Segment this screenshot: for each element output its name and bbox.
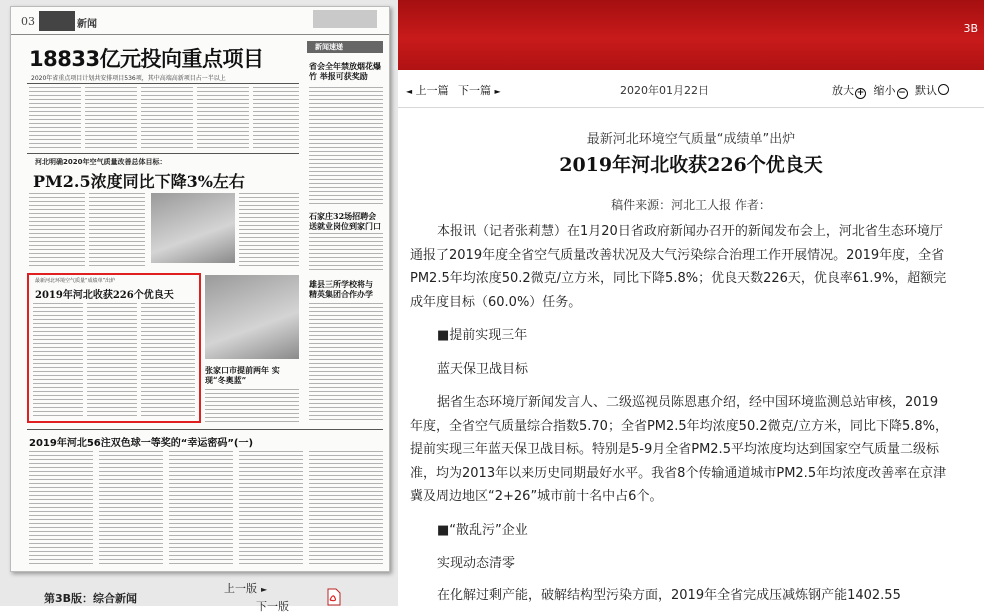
lead-headline[interactable]: 18833亿元投向重点项目 — [29, 47, 264, 71]
zoom-default-label[interactable]: 默认 — [915, 84, 937, 97]
arrow-left-icon: ◄ — [406, 87, 413, 96]
article-paragraph: 在化解过剩产能，破解结构型污染方面，2019年全省完成压减炼钢产能1402.55 — [437, 587, 901, 603]
text-column — [309, 233, 383, 273]
minus-icon[interactable]: − — [898, 88, 906, 98]
article-title: 2019年河北收获226个优良天 — [559, 154, 823, 176]
pdf-icon[interactable] — [326, 588, 342, 606]
mid-kicker: 河北明确2020年空气质量改善总体目标： — [35, 158, 167, 166]
prev-article-label[interactable]: 上一篇 — [415, 84, 449, 97]
text-column — [309, 87, 383, 205]
lead-subhead: 2020年省重点项目计划共安排项目536项，其中高端高新项目占一半以上 — [31, 75, 226, 82]
text-column — [85, 87, 137, 151]
zoom-in-label[interactable]: 放大 — [832, 84, 854, 97]
next-article-label[interactable]: 下一篇 — [458, 84, 491, 97]
text-column — [239, 193, 299, 269]
zoom-out-button[interactable] — [874, 84, 912, 97]
article-subheading: ■提前实现三年 — [437, 328, 528, 343]
prev-page-label[interactable]: 上一版 — [224, 582, 257, 595]
side-headline[interactable]: 雄县三所学校将与 精英集团合作办学 — [309, 279, 373, 299]
text-column — [141, 87, 193, 151]
newspaper-logo — [313, 10, 377, 28]
side-headline[interactable]: 张家口市提前两年 实现“冬奥蓝” — [205, 365, 280, 385]
mid-headline[interactable]: PM2.5浓度同比下降3%左右 — [33, 172, 245, 191]
issue-date: 2020年01月22日 — [620, 84, 709, 97]
text-column — [29, 451, 93, 567]
article-subheading: ■“散乱污”企业 — [437, 522, 528, 538]
plus-icon[interactable]: + — [856, 88, 865, 98]
text-column — [87, 303, 137, 417]
highlight-title[interactable]: 2019年河北收获226个优良天 — [35, 290, 174, 301]
text-column — [33, 303, 83, 417]
page-label: 第3B版：综合新闻 — [44, 592, 138, 605]
prev-article-link[interactable] — [406, 82, 449, 98]
section-name: 新闻 — [77, 19, 97, 30]
text-column — [29, 87, 81, 151]
text-column — [309, 451, 383, 567]
side-headline[interactable]: 石家庄32场招聘会 送就业岗位到家门口 — [309, 211, 381, 231]
next-page-link[interactable]: 下一版 — [256, 600, 289, 613]
news-photo — [151, 193, 235, 263]
article-source: 稿件来源：河北工人报 作者： — [611, 198, 771, 212]
next-article-link[interactable] — [458, 82, 501, 98]
text-column — [239, 451, 303, 567]
divider — [27, 83, 299, 84]
page-number: 03 — [21, 15, 35, 28]
text-column — [89, 193, 145, 269]
bottom-headline[interactable]: 2019年河北56注双色球一等奖的“幸运密码”(一) — [29, 438, 254, 449]
text-column — [169, 451, 233, 567]
article-kicker: 最新河北环境空气质量“成绩单”出炉 — [586, 132, 796, 147]
text-column — [253, 87, 299, 151]
prev-page-link[interactable] — [224, 580, 267, 596]
text-column — [205, 389, 299, 423]
arrow-right-icon: ► — [261, 585, 268, 594]
arrow-right-icon: ► — [494, 87, 501, 96]
article-toolbar — [398, 70, 984, 108]
circle-icon[interactable] — [938, 84, 949, 95]
article-subheading: 实现动态清零 — [437, 556, 516, 571]
zoom-out-label[interactable]: 缩小 — [873, 84, 896, 97]
text-column — [309, 303, 383, 423]
zoom-default-button[interactable] — [915, 84, 953, 97]
news-photo — [205, 275, 299, 359]
highlight-kicker: 最新河北环境空气质量“成绩单”出炉 — [35, 278, 116, 284]
article-body — [410, 220, 950, 607]
section-logo — [39, 11, 75, 31]
text-column — [29, 193, 85, 269]
divider — [27, 429, 383, 430]
side-headline[interactable]: 省会全年禁放烟花爆竹 举报可获奖励 — [309, 61, 381, 81]
text-column — [197, 87, 249, 151]
article-paragraph: 本报讯（记者张莉慧）在1月20日省政府新闻办召开的新闻发布会上，河北省生态环境厅通报了2019年度全省空气质量改善状况及大气污染综合治理工作开展情况。2019年度，全省PM2.5年均浓度50.2微克/立方米，同比下降5.8%；优良天数226天，优良率61.9%，超额完成年度目标（60.0%）任务。 — [410, 224, 947, 310]
zoom-in-button[interactable] — [832, 84, 870, 97]
article-paragraph: 据省生态环境厅新闻发言人、二级巡视员陈恩惠介绍，经中国环境监测总站审核，2019年度，全省空气质量综合指数5.70；全省PM2.5年均浓度50.2微克/立方米，同比下降5.8%，提前实现三年蓝天保卫战目标。特别是5-9月全省PM2.5平均浓度均达到国家空气质量二级标准，均为2013年以来历史同期最好水平。我省8个传输通道城市PM2.5年均浓度改善率在京津冀及周边地区“2+26”城市前十名中占6个。 — [410, 395, 949, 504]
newspaper-page-image[interactable] — [10, 6, 390, 572]
page-tag: 3B — [963, 22, 978, 35]
news-brief-label: 新闻速递 — [315, 43, 343, 51]
zoom-controls — [832, 82, 953, 99]
divider — [27, 153, 299, 154]
text-column — [141, 303, 195, 417]
text-column — [99, 451, 163, 567]
article-subheading: 蓝天保卫战目标 — [437, 361, 529, 377]
article-content — [398, 108, 984, 606]
